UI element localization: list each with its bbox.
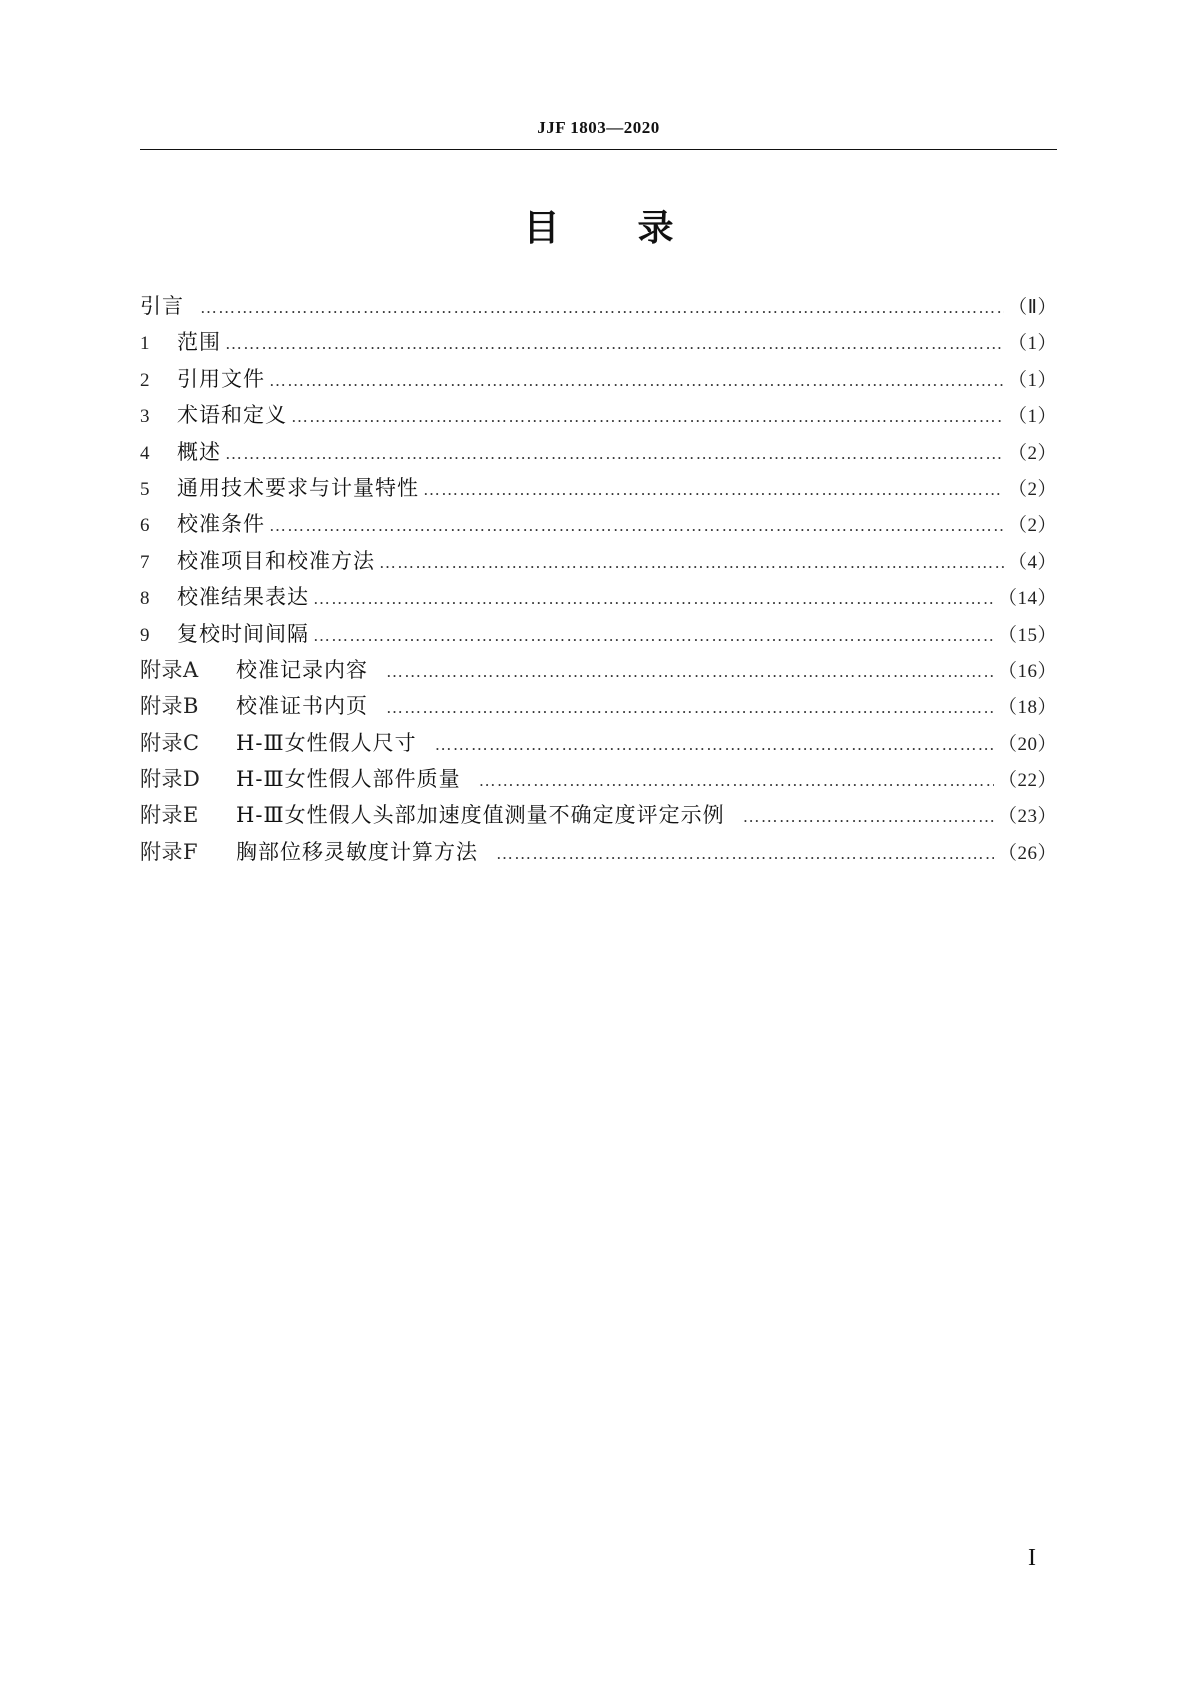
toc-entry-number: 4: [140, 442, 150, 464]
toc-entry-9[interactable]: [140, 616, 1057, 652]
toc-entry-label: 通用技术要求与计量特性: [177, 475, 419, 500]
toc-entry-appendix-b[interactable]: [140, 688, 1057, 724]
leader-dots: [423, 472, 1004, 508]
toc-entry-page: （Ⅱ）: [1008, 297, 1057, 318]
toc-entry-appendix-f[interactable]: [140, 834, 1057, 870]
toc-entry-label: 校准结果表达: [177, 585, 309, 610]
toc-entry-label: 校准项目和校准方法: [177, 548, 375, 573]
toc-entry-label: H-Ⅲ女性假人尺寸: [236, 730, 417, 755]
toc-entry-4[interactable]: [140, 434, 1057, 470]
toc-entry-appendix-e[interactable]: [140, 797, 1057, 833]
toc-entry-number: 7: [140, 551, 150, 573]
toc-entry-page: （1）: [1007, 333, 1057, 355]
leader-dots: [435, 727, 994, 763]
toc-entry-number: 2: [140, 369, 150, 391]
leader-dots: [496, 836, 994, 872]
toc-entry-preface[interactable]: [140, 288, 1057, 324]
toc-entry-page: （16）: [997, 660, 1057, 682]
toc-entry-label: 术语和定义: [177, 403, 287, 428]
toc-entry-page: （18）: [997, 697, 1057, 719]
toc-entry-number: 附录A: [140, 657, 199, 682]
leader-dots: [225, 326, 1004, 362]
toc-entry-number: 6: [140, 515, 150, 537]
leader-dots: [386, 690, 994, 726]
leader-dots: [379, 545, 1004, 581]
toc-entry-number: 5: [140, 478, 150, 500]
toc-entry-appendix-d[interactable]: [140, 761, 1057, 797]
leader-dots: [269, 508, 1004, 544]
toc-entry-number: 3: [140, 406, 150, 428]
toc-entry-8[interactable]: [140, 579, 1057, 615]
toc-entry-number: 附录C: [140, 730, 200, 755]
toc-entry-number: 附录B: [140, 694, 199, 719]
toc-entry-page: （15）: [997, 624, 1057, 646]
toc-entry-label: H-Ⅲ女性假人头部加速度值测量不确定度评定示例: [236, 803, 725, 828]
toc-entry-page: （2）: [1007, 442, 1057, 464]
toc-entry-page: （4）: [1007, 551, 1057, 573]
toc-entry-number: 1: [140, 333, 150, 355]
toc-entry-label: 胸部位移灵敏度计算方法: [236, 839, 478, 864]
toc-entry-page: （14）: [997, 588, 1057, 610]
leader-dots: [743, 799, 994, 835]
toc-entry-page: （26）: [997, 842, 1057, 864]
leader-dots: [479, 763, 994, 799]
page-number: I: [1028, 1545, 1036, 1571]
table-of-contents: [140, 288, 1057, 870]
toc-entry-page: （2）: [1007, 478, 1057, 500]
toc-entry-label: 校准证书内页: [236, 694, 368, 719]
leader-dots: [386, 654, 994, 690]
leader-dots: [200, 290, 1004, 326]
leader-dots: [313, 618, 994, 654]
document-code-header: JJF 1803—2020: [537, 118, 660, 137]
toc-entry-page: （20）: [997, 733, 1057, 755]
toc-entry-appendix-c[interactable]: [140, 725, 1057, 761]
toc-entry-6[interactable]: [140, 506, 1057, 542]
toc-entry-label: 引用文件: [177, 366, 265, 391]
toc-entry-label: 引言: [140, 294, 184, 318]
page-title: 目录: [523, 208, 752, 249]
toc-entry-page: （1）: [1007, 369, 1057, 391]
toc-entry-number: 附录F: [140, 839, 199, 864]
leader-dots: [225, 436, 1004, 472]
toc-entry-appendix-a[interactable]: [140, 652, 1057, 688]
toc-entry-label: 概述: [177, 439, 221, 464]
leader-dots: [269, 363, 1004, 399]
header-rule: [140, 149, 1057, 150]
toc-entry-number: 8: [140, 588, 150, 610]
toc-entry-5[interactable]: [140, 470, 1057, 506]
toc-entry-label: 校准条件: [177, 512, 265, 537]
toc-entry-number: 9: [140, 624, 150, 646]
toc-entry-number: 附录D: [140, 767, 201, 792]
toc-entry-label: 范围: [177, 330, 221, 355]
toc-entry-number: 附录E: [140, 803, 199, 828]
toc-entry-7[interactable]: [140, 543, 1057, 579]
leader-dots: [313, 581, 994, 617]
toc-entry-page: （1）: [1007, 406, 1057, 428]
toc-entry-page: （2）: [1007, 515, 1057, 537]
toc-entry-1[interactable]: [140, 324, 1057, 360]
toc-entry-2[interactable]: [140, 361, 1057, 397]
toc-entry-label: 复校时间间隔: [177, 621, 309, 646]
toc-entry-page: （22）: [997, 770, 1057, 792]
leader-dots: [291, 399, 1004, 435]
toc-entry-page: （23）: [997, 806, 1057, 828]
toc-entry-label: H-Ⅲ女性假人部件质量: [236, 767, 461, 792]
toc-entry-label: 校准记录内容: [236, 657, 368, 682]
toc-entry-3[interactable]: [140, 397, 1057, 433]
